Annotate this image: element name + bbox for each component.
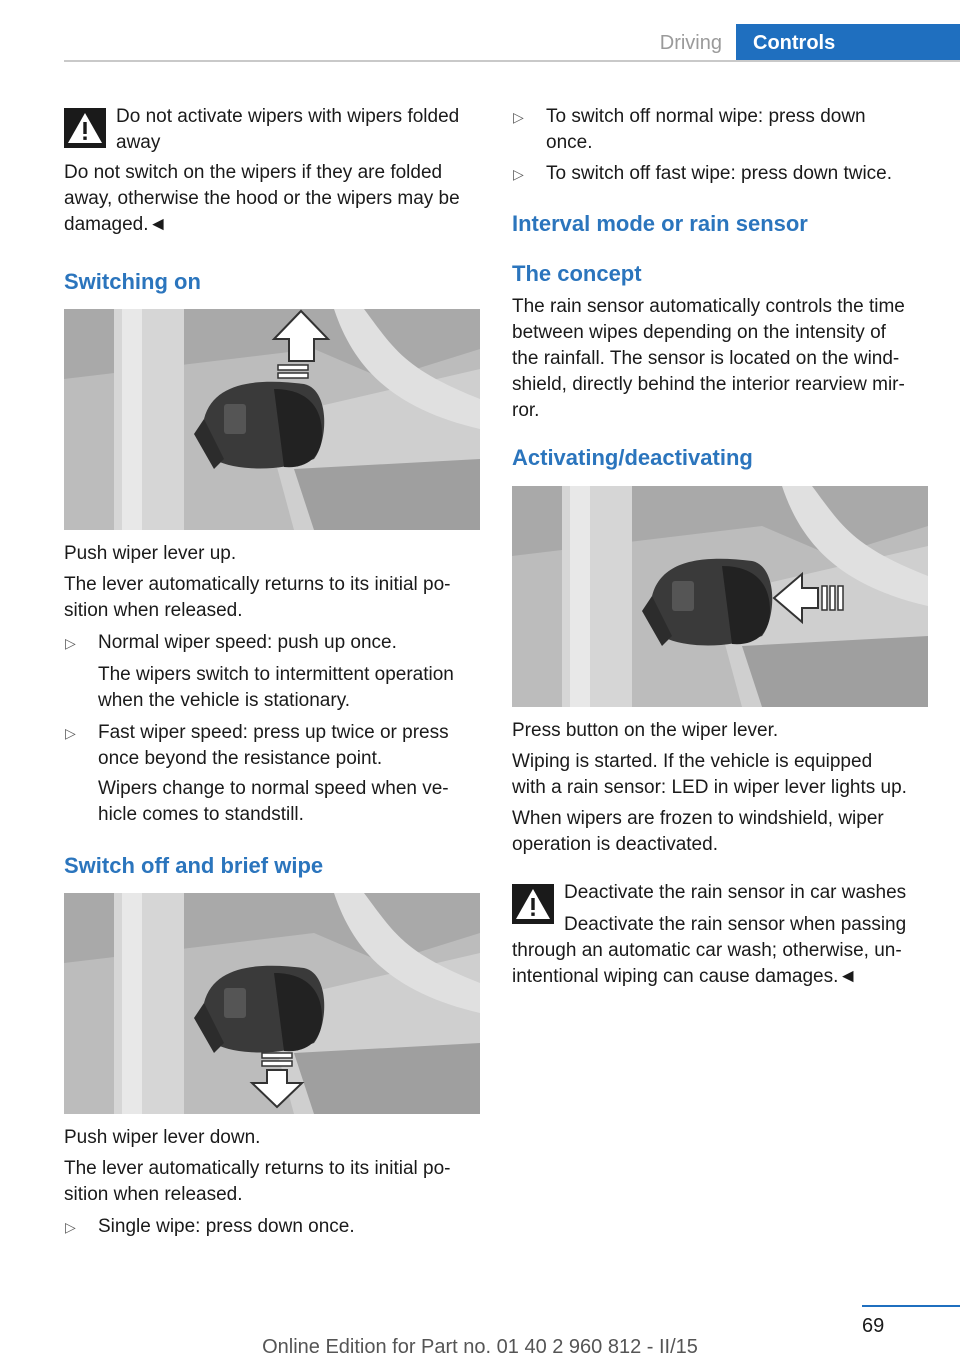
bullet-fast-speed-line1: Fast wiper speed: press up twice or press: [98, 722, 449, 743]
heading-the-concept: The concept: [512, 261, 642, 286]
car-wash-warning-line2: through an automatic car wash; otherwise, un‐: [512, 940, 902, 961]
wiper-button-press-illustration: [512, 486, 928, 707]
returns-text-line2: sition when released.: [64, 1184, 243, 1205]
warning-title-line1: Do not activate wipers with wipers folded: [116, 106, 460, 127]
warning-title-line2: away: [116, 132, 161, 153]
bullet-off-fast: To switch off fast wipe: press down twice.: [546, 163, 893, 184]
frozen-line2: operation is deactivated.: [512, 834, 718, 855]
intermittent-line1: The wipers switch to intermittent operation: [98, 664, 454, 685]
edition-footer: Online Edition for Part no. 01 40 2 960 812 - II/15: [262, 1336, 698, 1358]
warning-body-line1: Do not switch on the wipers if they are folded: [64, 162, 443, 183]
bullet-off-normal-line1: To switch off normal wipe: press down: [546, 106, 866, 127]
page-number: 69: [862, 1315, 885, 1337]
press-button-text: Press button on the wiper lever.: [512, 720, 779, 741]
header-chapter-tab: Controls: [736, 24, 960, 62]
concept-line4: shield, directly behind the interior rearview mir‐: [512, 374, 905, 395]
warning-body-line3: damaged.◄: [64, 214, 168, 235]
footer-rule: [862, 1305, 960, 1307]
heading-switching-on: Switching on: [64, 269, 201, 294]
bullet-arrow-icon: ▷: [65, 1219, 76, 1235]
concept-line5: ror.: [512, 400, 540, 421]
car-wash-warning-line1: Deactivate the rain sensor when passing: [564, 914, 907, 935]
bullet-fast-speed-line2: once beyond the resistance point.: [98, 748, 383, 769]
bullet-normal-speed: Normal wiper speed: push up once.: [98, 632, 397, 653]
wiper-lever-up-illustration: [64, 309, 480, 530]
bullet-arrow-icon: ▷: [513, 109, 524, 125]
wiper-lever-down-illustration: [64, 893, 480, 1114]
heading-interval-mode: Interval mode or rain sensor: [512, 211, 808, 236]
speed-change-line1: Wipers change to normal speed when ve‐: [98, 778, 449, 799]
wiping-started-line2: with a rain sensor: LED in wiper lever lights up.: [512, 777, 907, 798]
bullet-off-normal-line2: once.: [546, 132, 593, 153]
intermittent-line2: when the vehicle is stationary.: [98, 690, 351, 711]
frozen-line1: When wipers are frozen to windshield, wiper: [512, 808, 884, 829]
returns-text-line2: sition when released.: [64, 600, 243, 621]
car-wash-warning-line3: intentional wiping can cause damages.◄: [512, 966, 858, 987]
concept-line1: The rain sensor automatically controls the time: [512, 296, 905, 317]
push-up-text: Push wiper lever up.: [64, 543, 237, 564]
speed-change-line2: hicle comes to standstill.: [98, 804, 304, 825]
heading-switch-off: Switch off and brief wipe: [64, 853, 324, 878]
returns-text-line1: The lever automatically returns to its initial po‐: [64, 574, 451, 595]
concept-line3: the rainfall. The sensor is located on the wind‐: [512, 348, 900, 369]
concept-line2: between wipes depending on the intensity of: [512, 322, 886, 343]
warning-body-line2: away, otherwise the hood or the wipers may be: [64, 188, 460, 209]
car-wash-warning-title: Deactivate the rain sensor in car washes: [564, 882, 907, 903]
heading-activating: Activating/deactivating: [512, 445, 753, 470]
bullet-arrow-icon: ▷: [513, 166, 524, 182]
bullet-arrow-icon: ▷: [65, 725, 76, 741]
warning-triangle-icon: [64, 108, 106, 148]
warning-triangle-icon: [512, 884, 554, 924]
bullet-single-wipe: Single wipe: press down once.: [98, 1216, 355, 1237]
wiping-started-line1: Wiping is started. If the vehicle is equipped: [512, 751, 873, 772]
bullet-arrow-icon: ▷: [65, 635, 76, 651]
header-section: Driving: [659, 32, 722, 54]
push-down-text: Push wiper lever down.: [64, 1127, 261, 1148]
returns-text-line1: The lever automatically returns to its initial po‐: [64, 1158, 451, 1179]
header-rule: [64, 60, 960, 62]
